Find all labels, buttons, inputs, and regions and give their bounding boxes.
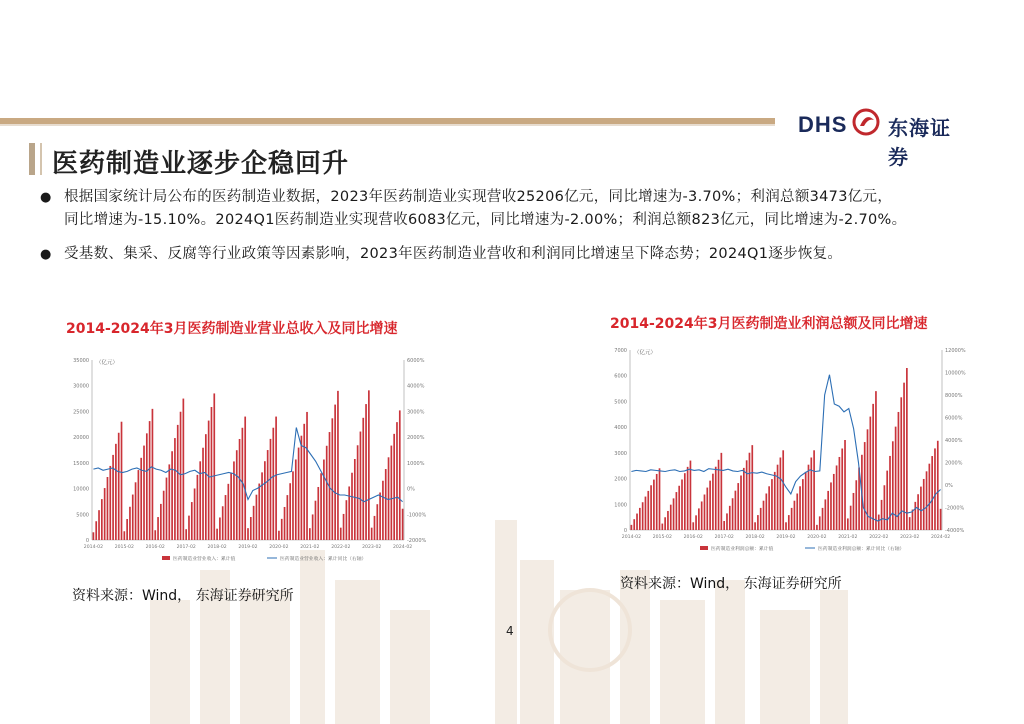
- y-tick-label-right: 3000%: [407, 409, 425, 416]
- revenue-bar: [940, 509, 942, 530]
- revenue-bar: [185, 529, 187, 540]
- revenue-bar: [362, 418, 364, 540]
- revenue-bar: [320, 473, 322, 540]
- revenue-bar: [664, 517, 666, 530]
- revenue-bar: [760, 508, 762, 530]
- header-rule-thin: [0, 124, 775, 126]
- revenue-bar: [95, 521, 97, 540]
- bullet-dot-icon: ●: [40, 190, 52, 205]
- bullet-item: [40, 243, 1000, 266]
- revenue-bar: [270, 439, 272, 540]
- revenue-bar: [177, 425, 179, 540]
- revenue-bar: [152, 409, 154, 540]
- revenue-bar: [351, 473, 353, 540]
- slide-title: 医药制造业逐步企稳回升: [52, 149, 350, 179]
- y-tick-label-right: -1000%: [407, 512, 427, 519]
- revenue-bar: [323, 460, 325, 540]
- revenue-bar: [168, 464, 170, 540]
- bullet-line: 根据国家统计局公布的医药制造业数据，2023年医药制造业实现营收25206亿元，同比增速为-3.70%；利润总额3473亿元，: [64, 189, 893, 205]
- revenue-bar: [785, 522, 787, 530]
- revenue-bar: [264, 461, 266, 540]
- revenue-bar: [354, 459, 356, 540]
- y-tick-label-right: 0%: [945, 483, 953, 489]
- revenue-bar: [912, 510, 914, 530]
- x-tick-label: 2018-02: [207, 545, 227, 550]
- bullet-item: [40, 186, 1000, 232]
- x-tick-label: 2019-02: [238, 545, 258, 550]
- revenue-bar: [917, 494, 919, 530]
- revenue-bar: [334, 405, 336, 540]
- revenue-bar: [346, 500, 348, 540]
- x-tick-label: 2020-02: [807, 535, 827, 540]
- revenue-bar: [281, 519, 283, 540]
- revenue-bar: [180, 412, 182, 540]
- revenue-bar: [247, 528, 249, 540]
- revenue-bar: [864, 442, 866, 530]
- revenue-bar: [929, 464, 931, 530]
- y-tick-label-right: 6000%: [945, 415, 963, 422]
- x-tick-label: 2021-02: [300, 545, 320, 550]
- revenue-bar: [934, 448, 936, 530]
- bullet-line: 同比增速为-15.10%。2024Q1医药制造业实现营收6083亿元，同比增速为-2.00%；利润总额823亿元，同比增速为-2.70%。: [64, 212, 907, 228]
- revenue-bar: [315, 501, 317, 540]
- y-tick-label-right: 12000%: [945, 348, 966, 354]
- y-tick-label-left: 5000: [614, 399, 627, 406]
- logo-latin: DHS: [798, 112, 848, 137]
- revenue-bar: [298, 448, 300, 540]
- revenue-bar: [763, 501, 765, 530]
- revenue-bar: [737, 483, 739, 530]
- bullet-dot-icon: ●: [40, 247, 52, 262]
- revenue-bar: [284, 507, 286, 540]
- revenue-bar: [791, 508, 793, 530]
- revenue-bar: [931, 456, 933, 530]
- revenue-bar: [230, 473, 232, 540]
- chart-title-revenue: 2014-2024年3月医药制造业营业总收入及同比增速: [66, 321, 398, 337]
- chart-title-profit: 2014-2024年3月医药制造业利润总额及同比增速: [610, 316, 928, 332]
- revenue-bar: [236, 450, 238, 540]
- revenue-bar: [636, 514, 638, 530]
- revenue-bar: [348, 486, 350, 540]
- revenue-bar: [715, 467, 717, 530]
- revenue-bar: [903, 383, 905, 530]
- bullet-line: 受基数、集采、反腐等行业政策等因素影响，2023年医药制造业营收和利润同比增速呈下降态势；2024Q1逐步恢复。: [64, 246, 843, 262]
- revenue-bar: [754, 522, 756, 530]
- x-tick-label: 2021-02: [838, 535, 858, 540]
- revenue-bar: [374, 516, 376, 540]
- y-tick-label-right: 6000%: [407, 358, 425, 364]
- revenue-bar: [278, 531, 280, 540]
- revenue-bar: [118, 433, 120, 540]
- growth-line: [93, 428, 402, 502]
- revenue-bar: [841, 448, 843, 530]
- revenue-bar: [239, 439, 241, 540]
- unit-label: （亿元）: [96, 360, 119, 366]
- revenue-bar: [306, 412, 308, 540]
- revenue-bar: [844, 440, 846, 530]
- revenue-bar: [709, 481, 711, 530]
- growth-line: [631, 375, 940, 521]
- revenue-bar: [704, 495, 706, 530]
- revenue-bar: [357, 445, 359, 540]
- revenue-bar: [681, 479, 683, 530]
- revenue-bar: [667, 511, 669, 530]
- revenue-bar: [309, 528, 311, 540]
- revenue-bar: [253, 506, 255, 540]
- revenue-bar: [250, 517, 252, 540]
- revenue-bar: [337, 391, 339, 540]
- revenue-bar: [833, 474, 835, 530]
- revenue-bar: [188, 516, 190, 540]
- revenue-bar: [673, 498, 675, 530]
- x-tick-label: 2020-02: [269, 545, 289, 550]
- x-tick-label: 2022-02: [331, 545, 351, 550]
- revenue-bar: [157, 517, 159, 540]
- revenue-bar: [303, 424, 305, 540]
- revenue-bar: [326, 446, 328, 540]
- revenue-bar: [121, 422, 123, 540]
- revenue-bar: [126, 519, 128, 540]
- revenue-bar: [740, 475, 742, 530]
- revenue-bar: [379, 492, 381, 540]
- revenue-bar: [732, 498, 734, 530]
- revenue-bar: [129, 507, 131, 540]
- revenue-bar: [808, 465, 810, 530]
- revenue-bar: [171, 451, 173, 540]
- revenue-bar: [822, 508, 824, 530]
- revenue-bar: [166, 478, 168, 540]
- revenue-bar: [399, 410, 401, 540]
- revenue-bar: [216, 529, 218, 540]
- revenue-bar: [222, 506, 224, 540]
- revenue-bar: [213, 393, 215, 540]
- revenue-bar: [194, 488, 196, 540]
- revenue-bar: [735, 491, 737, 530]
- y-tick-label-left: 0: [85, 538, 89, 544]
- revenue-bar: [746, 460, 748, 530]
- y-tick-label-right: 1000%: [407, 460, 425, 467]
- y-tick-label-right: 10000%: [945, 370, 966, 377]
- revenue-bar: [920, 487, 922, 530]
- revenue-bar: [774, 472, 776, 530]
- company-logo: [798, 106, 968, 169]
- revenue-bar: [886, 471, 888, 530]
- revenue-bar: [301, 436, 303, 540]
- revenue-bar: [256, 495, 258, 540]
- x-tick-label: 2014-02: [83, 545, 104, 550]
- y-tick-label-left: 0: [623, 528, 627, 534]
- revenue-bar: [678, 486, 680, 530]
- revenue-bar: [796, 493, 798, 530]
- revenue-bar: [631, 525, 633, 530]
- revenue-bar: [123, 531, 125, 540]
- legend-label: 医药制造业营业收入：累计同比（右轴）: [280, 557, 367, 562]
- y-tick-label-left: 6000: [614, 373, 627, 380]
- revenue-bar: [676, 492, 678, 530]
- revenue-bar: [135, 482, 137, 540]
- revenue-bar: [926, 471, 928, 530]
- revenue-bar: [191, 502, 193, 540]
- revenue-bar: [160, 504, 162, 540]
- x-tick-label: 2017-02: [176, 545, 196, 550]
- y-tick-label-left: 1000: [614, 502, 627, 509]
- revenue-bar: [645, 497, 647, 530]
- revenue-bar: [289, 483, 291, 540]
- revenue-bar: [312, 514, 314, 540]
- legend-label: 医药制造业利润总额：累计值: [711, 547, 774, 552]
- revenue-bar: [872, 404, 874, 530]
- revenue-bar: [402, 509, 404, 540]
- unit-label: （亿元）: [634, 350, 657, 356]
- y-tick-label-left: 4000: [614, 425, 627, 432]
- x-tick-label: 2015-02: [114, 545, 134, 550]
- revenue-bar: [889, 456, 891, 530]
- revenue-bar: [183, 399, 185, 540]
- y-tick-label-left: 2000: [614, 476, 627, 483]
- revenue-bar: [650, 485, 652, 530]
- legend-swatch-bar: [162, 556, 170, 560]
- revenue-bar: [219, 517, 221, 540]
- bullet-list: [40, 186, 1000, 277]
- x-tick-label: 2017-02: [714, 535, 734, 540]
- revenue-bar: [661, 524, 663, 530]
- revenue-bar: [109, 466, 111, 540]
- revenue-bar: [836, 465, 838, 530]
- revenue-bar: [656, 474, 658, 530]
- revenue-bar: [659, 468, 661, 530]
- revenue-bar: [227, 484, 229, 540]
- revenue-bar: [751, 445, 753, 530]
- source-note: 资料来源：Wind， 东海证券研究所: [620, 576, 842, 592]
- revenue-bar: [914, 502, 916, 530]
- revenue-bar: [847, 518, 849, 530]
- revenue-bar: [805, 472, 807, 530]
- y-tick-label-right: 8000%: [945, 393, 963, 399]
- revenue-bar: [768, 486, 770, 530]
- revenue-bar: [331, 418, 333, 540]
- x-tick-label: 2024-02: [930, 535, 951, 540]
- revenue-bar: [393, 434, 395, 540]
- revenue-bar: [878, 515, 880, 530]
- revenue-bar: [653, 480, 655, 530]
- revenue-bar: [782, 450, 784, 530]
- revenue-bar: [98, 510, 100, 540]
- revenue-bar: [813, 450, 815, 530]
- revenue-bar: [385, 469, 387, 540]
- y-tick-label-left: 10000: [73, 486, 89, 493]
- title-accent-bar-thin: [40, 143, 42, 175]
- revenue-bar: [365, 404, 367, 540]
- revenue-bar: [802, 479, 804, 530]
- revenue-bar: [780, 457, 782, 530]
- revenue-bar: [275, 417, 277, 540]
- y-tick-label-left: 15000: [73, 460, 89, 467]
- y-tick-label-right: 4000%: [945, 438, 963, 444]
- y-tick-label-right: 4000%: [407, 383, 425, 390]
- revenue-bar: [371, 528, 373, 540]
- revenue-bar: [258, 484, 260, 540]
- y-tick-label-left: 5000: [76, 512, 89, 519]
- revenue-bar: [211, 407, 213, 540]
- y-tick-label-right: -4000%: [945, 528, 965, 534]
- revenue-bar: [154, 530, 156, 540]
- revenue-bar: [850, 506, 852, 530]
- y-tick-label-right: -2000%: [407, 538, 427, 544]
- revenue-bar: [104, 488, 106, 540]
- revenue-bar: [701, 501, 703, 530]
- revenue-bar: [163, 491, 165, 540]
- revenue-bar: [633, 519, 635, 530]
- y-tick-label-left: 30000: [73, 383, 89, 390]
- y-tick-label-right: 2000%: [407, 435, 425, 442]
- revenue-bar: [687, 467, 689, 530]
- revenue-bar: [726, 513, 728, 530]
- x-tick-label: 2015-02: [652, 535, 672, 540]
- revenue-bar: [743, 468, 745, 530]
- revenue-bar: [875, 391, 877, 530]
- dragon-emblem-icon: [850, 106, 882, 138]
- revenue-bar: [360, 432, 362, 540]
- revenue-bar: [721, 453, 723, 530]
- revenue-bar: [690, 461, 692, 530]
- revenue-bar: [396, 422, 398, 540]
- logo-chinese: 东海证券: [888, 116, 951, 169]
- revenue-bar: [267, 450, 269, 540]
- x-tick-label: 2023-02: [362, 545, 382, 550]
- revenue-chart: [58, 346, 438, 574]
- revenue-bar: [261, 472, 263, 540]
- revenue-bar: [819, 516, 821, 530]
- revenue-bar: [892, 441, 894, 530]
- x-tick-label: 2016-02: [145, 545, 165, 550]
- revenue-bar: [642, 502, 644, 530]
- revenue-bar: [138, 470, 140, 540]
- x-tick-label: 2016-02: [683, 535, 703, 540]
- revenue-bar: [937, 441, 939, 530]
- revenue-bar: [244, 417, 246, 540]
- revenue-bar: [287, 495, 289, 540]
- revenue-bar: [639, 508, 641, 530]
- revenue-bar: [706, 488, 708, 530]
- revenue-bar: [670, 505, 672, 530]
- revenue-bar: [825, 499, 827, 530]
- y-tick-label-left: 3000: [614, 450, 627, 457]
- revenue-bar: [208, 421, 210, 540]
- revenue-bar: [698, 508, 700, 530]
- revenue-bar: [107, 477, 109, 540]
- revenue-bar: [830, 482, 832, 530]
- revenue-bar: [225, 495, 227, 540]
- revenue-bar: [777, 465, 779, 530]
- revenue-bar: [101, 499, 103, 540]
- y-tick-label-right: -2000%: [945, 505, 965, 512]
- revenue-bar: [909, 517, 911, 530]
- revenue-bar: [855, 480, 857, 530]
- legend-label: 医药制造业利润总额：累计同比（右轴）: [818, 547, 905, 552]
- revenue-bar: [853, 493, 855, 530]
- revenue-bar: [692, 522, 694, 530]
- profit-chart: [596, 336, 976, 564]
- revenue-bar: [749, 453, 751, 530]
- revenue-bar: [771, 479, 773, 530]
- y-tick-label-right: 0%: [407, 486, 415, 493]
- revenue-bar: [93, 532, 95, 540]
- revenue-bar: [839, 457, 841, 530]
- x-tick-label: 2014-02: [621, 535, 642, 540]
- page-number: 4: [506, 624, 514, 638]
- revenue-bar: [827, 491, 829, 530]
- revenue-bar: [765, 493, 767, 530]
- revenue-bar: [292, 471, 294, 540]
- source-note: 资料来源：Wind， 东海证券研究所: [72, 588, 294, 604]
- revenue-bar: [205, 434, 207, 540]
- revenue-bar: [799, 486, 801, 530]
- revenue-bar: [881, 500, 883, 530]
- legend-label: 医药制造业营业收入：累计值: [173, 557, 236, 562]
- revenue-bar: [869, 417, 871, 530]
- revenue-bar: [898, 412, 900, 530]
- revenue-bar: [684, 473, 686, 530]
- revenue-bar: [810, 457, 812, 530]
- revenue-bar: [723, 521, 725, 530]
- revenue-bar: [906, 368, 908, 530]
- revenue-bar: [197, 475, 199, 540]
- revenue-bar: [388, 457, 390, 540]
- x-tick-label: 2019-02: [776, 535, 796, 540]
- y-tick-label-left: 20000: [73, 435, 89, 442]
- revenue-bar: [146, 433, 148, 540]
- revenue-bar: [340, 528, 342, 540]
- revenue-bar: [391, 446, 393, 540]
- revenue-bar: [382, 481, 384, 540]
- revenue-bar: [343, 514, 345, 540]
- revenue-bar: [295, 459, 297, 540]
- revenue-bar: [923, 479, 925, 530]
- x-tick-label: 2022-02: [869, 535, 889, 540]
- revenue-bar: [695, 515, 697, 530]
- x-tick-label: 2023-02: [900, 535, 920, 540]
- x-tick-label: 2024-02: [392, 545, 413, 550]
- revenue-bar: [149, 421, 151, 540]
- revenue-bar: [143, 446, 145, 540]
- revenue-bar: [816, 525, 818, 530]
- y-tick-label-left: 7000: [614, 348, 627, 354]
- revenue-bar: [115, 444, 117, 540]
- revenue-bar: [376, 504, 378, 540]
- revenue-bar: [368, 390, 370, 540]
- revenue-bar: [729, 506, 731, 530]
- revenue-bar: [132, 495, 134, 540]
- revenue-bar: [757, 515, 759, 530]
- y-tick-label-left: 35000: [73, 358, 89, 364]
- revenue-bar: [712, 474, 714, 530]
- y-tick-label-left: 25000: [73, 409, 89, 416]
- revenue-bar: [900, 397, 902, 530]
- revenue-bar: [788, 515, 790, 530]
- y-tick-label-right: 2000%: [945, 460, 963, 467]
- revenue-bar: [202, 448, 204, 540]
- title-accent-bar: [29, 143, 35, 175]
- x-tick-label: 2018-02: [745, 535, 765, 540]
- legend-swatch-bar: [700, 546, 708, 550]
- revenue-bar: [272, 428, 274, 540]
- revenue-bar: [884, 485, 886, 530]
- revenue-bar: [317, 487, 319, 540]
- revenue-bar: [794, 501, 796, 530]
- revenue-bar: [647, 491, 649, 530]
- revenue-bar: [174, 438, 176, 540]
